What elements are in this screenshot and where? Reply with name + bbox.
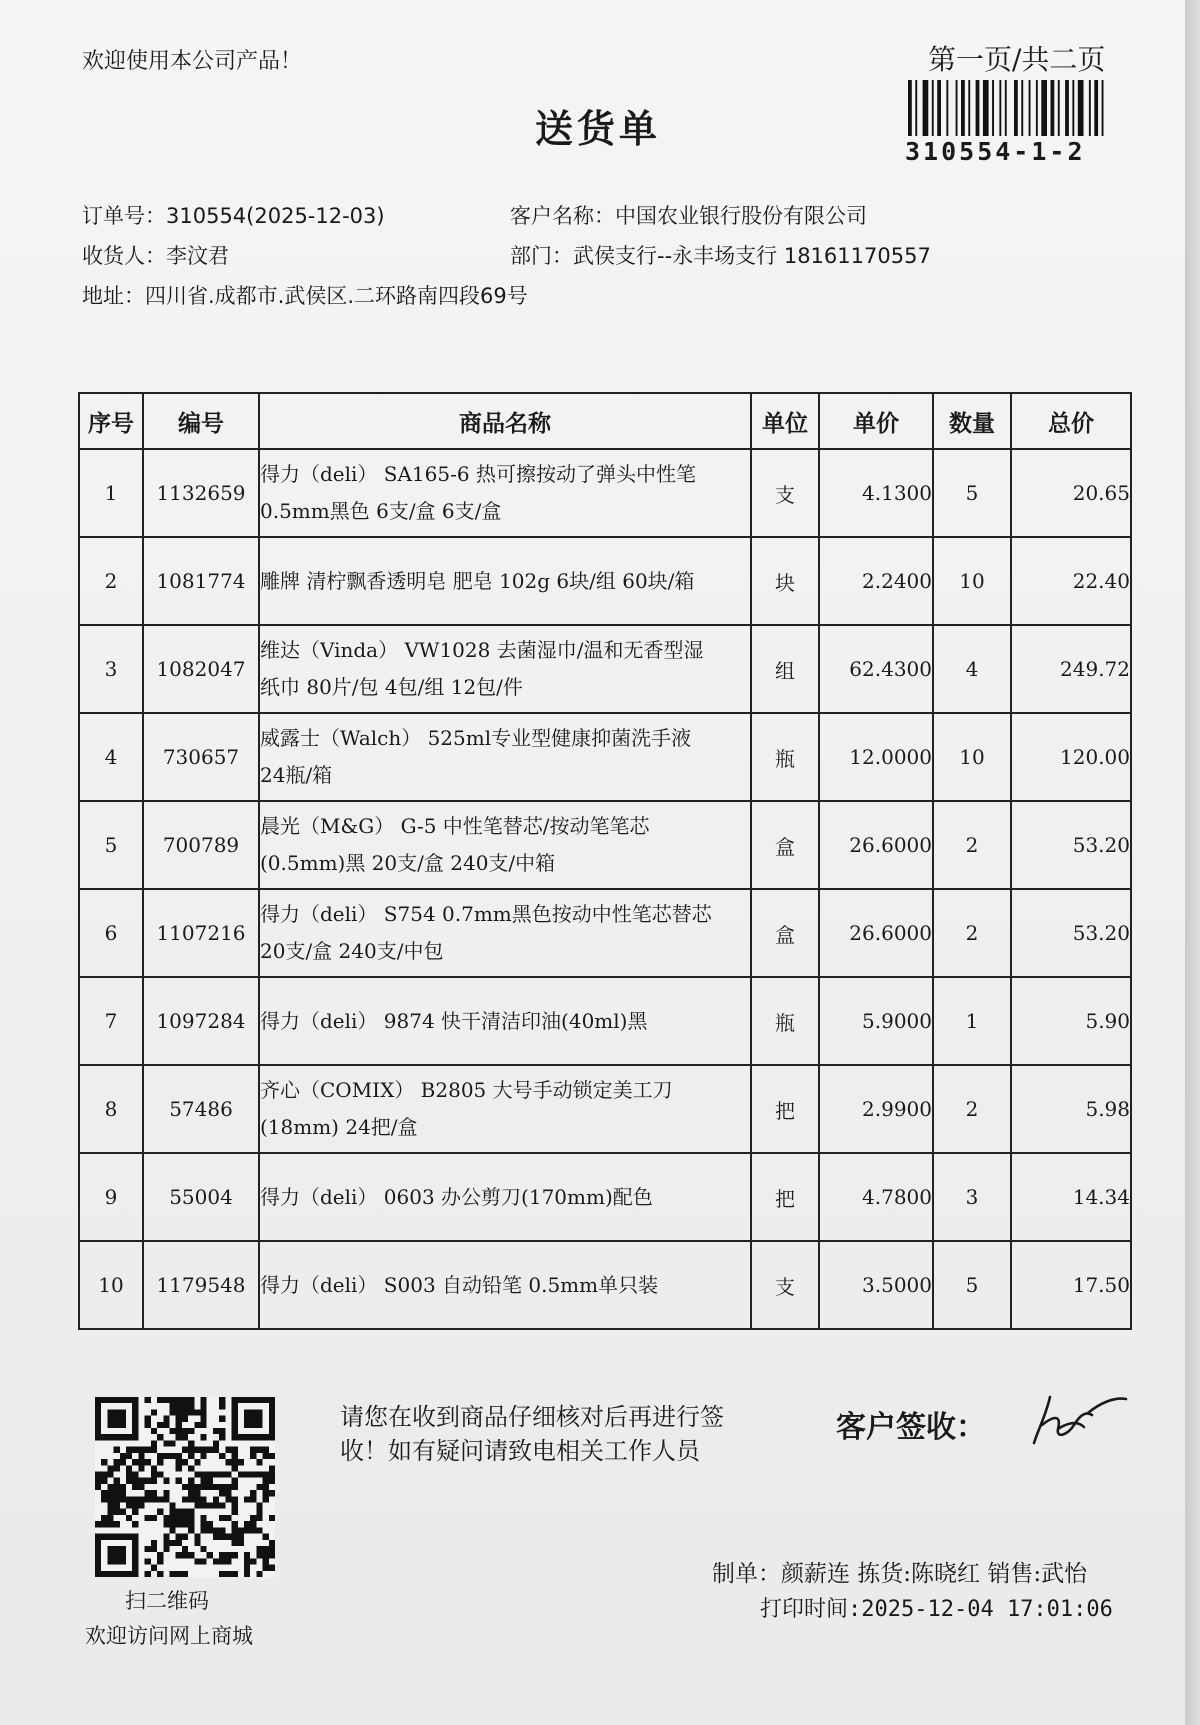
row-quantity: 4 — [933, 625, 1011, 713]
name-line-1: 得力（deli） S003 自动铅笔 0.5mm单只装 — [260, 1272, 659, 1297]
table-row — [79, 537, 1131, 625]
row-product-name — [259, 1241, 751, 1329]
barcode-number: 310554-1-2 — [905, 137, 1086, 166]
name-line-2: 20支/盒 240支/中包 — [260, 939, 444, 963]
name-line-2: 纸巾 80片/包 4包/组 12包/件 — [260, 675, 523, 699]
row-quantity: 2 — [933, 1065, 1011, 1153]
row-no: 7 — [79, 977, 143, 1065]
name-line-1: 齐心（COMIX） B2805 大号手动锁定美工刀 — [260, 1078, 673, 1102]
table-row — [79, 1153, 1131, 1241]
customer-name: 客户名称：中国农业银行股份有限公司 — [510, 204, 867, 228]
name-line-2: (0.5mm)黑 20支/盒 240支/中箱 — [260, 851, 556, 875]
header-product-name: 商品名称 — [259, 393, 751, 449]
row-unit-price: 26.6000 — [819, 801, 933, 889]
row-product-name — [259, 1065, 751, 1153]
row-total: 22.40 — [1011, 537, 1131, 625]
department: 部门：武侯支行--永丰场支行 18161170557 — [510, 244, 931, 268]
row-quantity: 2 — [933, 801, 1011, 889]
receipt-notice: 请您在收到商品仔细核对后再进行签收！如有疑问请致电相关工作人员 — [340, 1403, 724, 1465]
row-unit: 盒 — [751, 889, 819, 977]
row-unit-price: 2.2400 — [819, 537, 933, 625]
row-quantity: 3 — [933, 1153, 1011, 1241]
row-no: 8 — [79, 1065, 143, 1153]
row-product-name — [259, 889, 751, 977]
row-quantity: 5 — [933, 1241, 1011, 1329]
name-line-2: 24瓶/箱 — [260, 763, 333, 787]
document-title: 送货单 — [535, 107, 662, 151]
row-total: 17.50 — [1011, 1241, 1131, 1329]
row-unit-price: 2.9900 — [819, 1065, 933, 1153]
name-line-1: 得力（deli） S754 0.7mm黑色按动中性笔芯替芯 — [260, 902, 712, 926]
row-no: 6 — [79, 889, 143, 977]
header-unit: 单位 — [751, 393, 819, 449]
qr-code-icon[interactable] — [95, 1397, 275, 1577]
name-line-1: 得力（deli） 9874 快干清洁印油(40ml)黑 — [260, 1008, 648, 1033]
row-product-name — [259, 625, 751, 713]
row-unit: 瓶 — [751, 713, 819, 801]
row-code: 57486 — [143, 1065, 259, 1153]
header-total: 总价 — [1011, 393, 1131, 449]
row-unit-price: 3.5000 — [819, 1241, 933, 1329]
row-code: 1132659 — [143, 449, 259, 537]
name-line-2: 0.5mm黑色 6支/盒 6支/盒 — [260, 499, 502, 523]
row-code: 55004 — [143, 1153, 259, 1241]
row-code: 730657 — [143, 713, 259, 801]
items-table — [78, 392, 1132, 1330]
handwritten-signature — [1028, 1385, 1128, 1455]
row-unit-price: 4.1300 — [819, 449, 933, 537]
row-unit: 块 — [751, 537, 819, 625]
row-quantity: 10 — [933, 537, 1011, 625]
row-total: 5.90 — [1011, 977, 1131, 1065]
row-no: 9 — [79, 1153, 143, 1241]
welcome-text: 欢迎使用本公司产品！ — [82, 49, 303, 74]
header-quantity: 数量 — [933, 393, 1011, 449]
row-total: 53.20 — [1011, 889, 1131, 977]
row-product-name — [259, 977, 751, 1065]
row-no: 5 — [79, 801, 143, 889]
row-unit: 瓶 — [751, 977, 819, 1065]
print-time: 打印时间:2025-12-04 17:01:06 — [760, 1597, 1113, 1622]
name-line-1: 维达（Vinda） VW1028 去菌湿巾/温和无香型湿 — [260, 638, 704, 662]
table-row — [79, 977, 1131, 1065]
delivery-address: 地址：四川省.成都市.武侯区.二环路南四段69号 — [82, 284, 528, 308]
row-total: 249.72 — [1011, 625, 1131, 713]
header-unit-price: 单价 — [819, 393, 933, 449]
row-unit-price: 5.9000 — [819, 977, 933, 1065]
qr-caption: 扫二维码 — [125, 1589, 209, 1613]
name-line-2: (18mm) 24把/盒 — [260, 1115, 418, 1139]
table-row — [79, 1241, 1131, 1329]
row-code: 1081774 — [143, 537, 259, 625]
row-quantity: 2 — [933, 889, 1011, 977]
row-unit: 支 — [751, 1241, 819, 1329]
row-quantity: 1 — [933, 977, 1011, 1065]
page-indicator: 第一页/共二页 — [928, 43, 1106, 76]
row-product-name — [259, 801, 751, 889]
name-line-1: 得力（deli） 0603 办公剪刀(170mm)配色 — [260, 1184, 653, 1209]
row-no: 10 — [79, 1241, 143, 1329]
row-unit: 组 — [751, 625, 819, 713]
name-line-1: 晨光（M&G） G-5 中性笔替芯/按动笔笔芯 — [260, 814, 650, 838]
row-unit-price: 62.4300 — [819, 625, 933, 713]
row-unit: 支 — [751, 449, 819, 537]
header-code: 编号 — [143, 393, 259, 449]
order-number: 订单号：310554(2025-12-03) — [82, 204, 385, 228]
row-unit: 盒 — [751, 801, 819, 889]
staff-info: 制单：颜薪连 拣货:陈晓红 销售:武怡 — [712, 1561, 1088, 1587]
row-code: 1107216 — [143, 889, 259, 977]
row-unit-price: 4.7800 — [819, 1153, 933, 1241]
name-line-1: 威露士（Walch） 525ml专业型健康抑菌洗手液 — [260, 726, 692, 750]
row-code: 1097284 — [143, 977, 259, 1065]
row-no: 1 — [79, 449, 143, 537]
barcode-icon — [908, 80, 1118, 136]
row-total: 5.98 — [1011, 1065, 1131, 1153]
row-unit-price: 26.6000 — [819, 889, 933, 977]
paper-edge-shadow — [1185, 0, 1200, 1725]
row-total: 120.00 — [1011, 713, 1131, 801]
row-unit: 把 — [751, 1153, 819, 1241]
row-product-name — [259, 449, 751, 537]
row-total: 53.20 — [1011, 801, 1131, 889]
row-unit-price: 12.0000 — [819, 713, 933, 801]
name-line-1: 得力（deli） SA165-6 热可擦按动了弹头中性笔 — [260, 462, 696, 486]
row-code: 1082047 — [143, 625, 259, 713]
table-row — [79, 1065, 1131, 1153]
table-row — [79, 889, 1131, 977]
row-total: 20.65 — [1011, 449, 1131, 537]
row-code: 700789 — [143, 801, 259, 889]
customer-sign-label: 客户签收： — [836, 1410, 986, 1445]
table-header-row — [79, 393, 1131, 449]
table-row — [79, 801, 1131, 889]
name-line-1: 雕牌 清柠飘香透明皂 肥皂 102g 6块/组 60块/箱 — [260, 568, 695, 593]
row-code: 1179548 — [143, 1241, 259, 1329]
row-product-name — [259, 1153, 751, 1241]
row-unit: 把 — [751, 1065, 819, 1153]
row-quantity: 10 — [933, 713, 1011, 801]
table-row — [79, 713, 1131, 801]
receiver-name: 收货人：李汶君 — [82, 244, 229, 268]
qr-caption-sub: 欢迎访问网上商城 — [85, 1624, 253, 1648]
row-quantity: 5 — [933, 449, 1011, 537]
header-no: 序号 — [79, 393, 143, 449]
row-no: 3 — [79, 625, 143, 713]
row-product-name — [259, 537, 751, 625]
row-no: 4 — [79, 713, 143, 801]
row-total: 14.34 — [1011, 1153, 1131, 1241]
row-no: 2 — [79, 537, 143, 625]
row-product-name — [259, 713, 751, 801]
table-row — [79, 625, 1131, 713]
table-row — [79, 449, 1131, 537]
